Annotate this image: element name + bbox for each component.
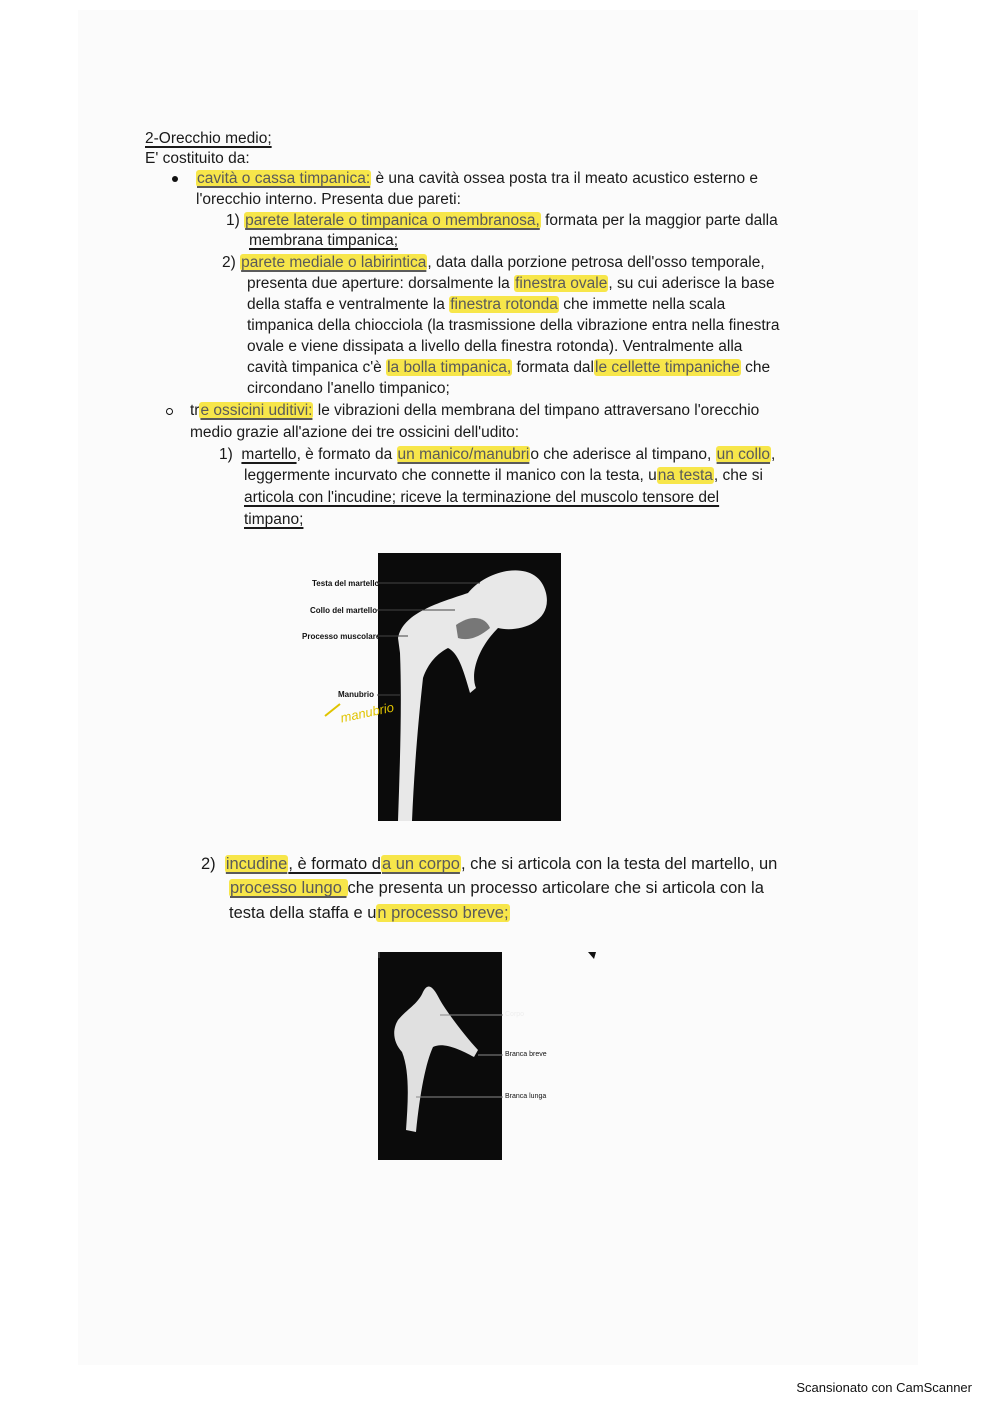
martello-a: , è formato da — [296, 446, 397, 463]
b1-item2-l3b: che immette nella scala — [558, 296, 726, 313]
b1-item2-l2a: presenta due aperture: dorsalmente la — [247, 275, 515, 292]
bullet1-line2: l'orecchio interno. Presenta due pareti: — [196, 191, 461, 208]
martello-num: 1) — [219, 446, 233, 463]
b1-item1-rest: formata per la maggior parte dalla — [540, 212, 778, 229]
manubrio-highlight: un manico/manubri — [397, 446, 530, 463]
label-corpo: Corpo — [505, 1011, 525, 1018]
martello-l2a: leggermente incurvato che connette il manico con la testa, u — [244, 467, 657, 484]
martello-line3: articola con l'incudine; riceve la terminazione del muscolo tensore del — [244, 489, 720, 506]
martello-line4: timpano; — [244, 511, 304, 528]
collo-highlight: un collo — [716, 446, 771, 463]
bullet2-pre: tr — [190, 402, 200, 419]
b1-item1-term: parete laterale o timpanica o membranosa, — [245, 212, 540, 229]
incudine-l2b: che presenta un processo articolare che si articola con la — [347, 879, 764, 897]
b1-item1-num: 1) — [226, 212, 240, 229]
handwritten-manubrio: manubrio — [339, 699, 396, 726]
martello-c: , — [771, 446, 776, 463]
corpo-highlight: a un corpo — [381, 855, 460, 873]
b1-item1-line2: membrana timpanica; — [249, 232, 399, 249]
label-branca-breve: Branca breve — [505, 1051, 547, 1058]
bullet2-rest: le vibrazioni della membrana del timpano attraversano l'orecchio — [313, 402, 760, 419]
processo-breve-highlight: n processo breve; — [377, 904, 509, 922]
b1-item2-l3a: della staffa e ventralmente la — [247, 296, 450, 313]
incudine-l3a: testa della staffa e u — [229, 904, 377, 922]
incudine-term: incudine — [225, 855, 288, 873]
b1-item2-line7: circondano l'anello timpanico; — [247, 380, 450, 397]
b1-item2-l6c: che — [740, 359, 771, 376]
martello-l2b: , che si — [713, 467, 763, 484]
bullet2-line2: medio grazie all'azione dei tre ossicini dell'udito: — [190, 424, 520, 441]
martello-b: o che aderisce al timpano, — [530, 446, 716, 463]
label-testa-martello: Testa del martello — [312, 579, 380, 588]
finestra-ovale-highlight: finestra ovale — [515, 275, 608, 292]
bullet1-rest: è una cavità ossea posta tra il meato acustico esterno e — [371, 170, 759, 187]
bullet1-term: cavità o cassa timpanica: — [197, 170, 371, 187]
bolla-timpanica-highlight: la bolla timpanica, — [387, 359, 512, 376]
b1-item2-num: 2) — [222, 254, 236, 271]
scanner-watermark: Scansionato con CamScanner — [796, 1380, 972, 1395]
b1-item2-l6b: formata dal — [512, 359, 595, 376]
label-collo-martello: Collo del martello — [310, 606, 378, 615]
section-intro: E' costituito da: — [145, 150, 250, 167]
b1-item2-line5: ovale e viene dissipata a livello della finestra rotonda). Ventralmente alla — [247, 338, 743, 355]
cellette-highlight: le cellette timpaniche — [595, 359, 740, 376]
finestra-rotonda-highlight: finestra rotonda — [450, 296, 558, 313]
label-manubrio: Manubrio — [338, 690, 374, 699]
label-processo-muscolare: Processo muscolare — [302, 632, 381, 641]
b1-item2-l2b: , su cui aderisce la base — [608, 275, 775, 292]
b1-item2-line4: timpanica della chiocciola (la trasmissione della vibrazione entra nella finestra — [247, 317, 780, 334]
incudine-b: , che si articola con la testa del martello, un — [460, 855, 778, 873]
b1-item2-l6a: cavità timpanica c'è — [247, 359, 387, 376]
processo-lungo-highlight: processo lungo — [230, 879, 347, 897]
b1-item2-rest: , data dalla porzione petrosa dell'osso temporale, — [427, 254, 765, 271]
incudine-num: 2) — [201, 855, 216, 873]
testa-highlight: na testa — [657, 467, 713, 484]
bullet2-term: e ossicini uditivi: — [200, 402, 313, 419]
incudine-a: , è formato d — [288, 855, 381, 873]
b1-item2-term: parete mediale o labirintica — [241, 254, 427, 271]
section-title: 2-Orecchio medio; — [145, 130, 272, 147]
label-branca-lunga: Branca lunga — [505, 1093, 547, 1100]
martello-term: martello — [241, 446, 297, 463]
